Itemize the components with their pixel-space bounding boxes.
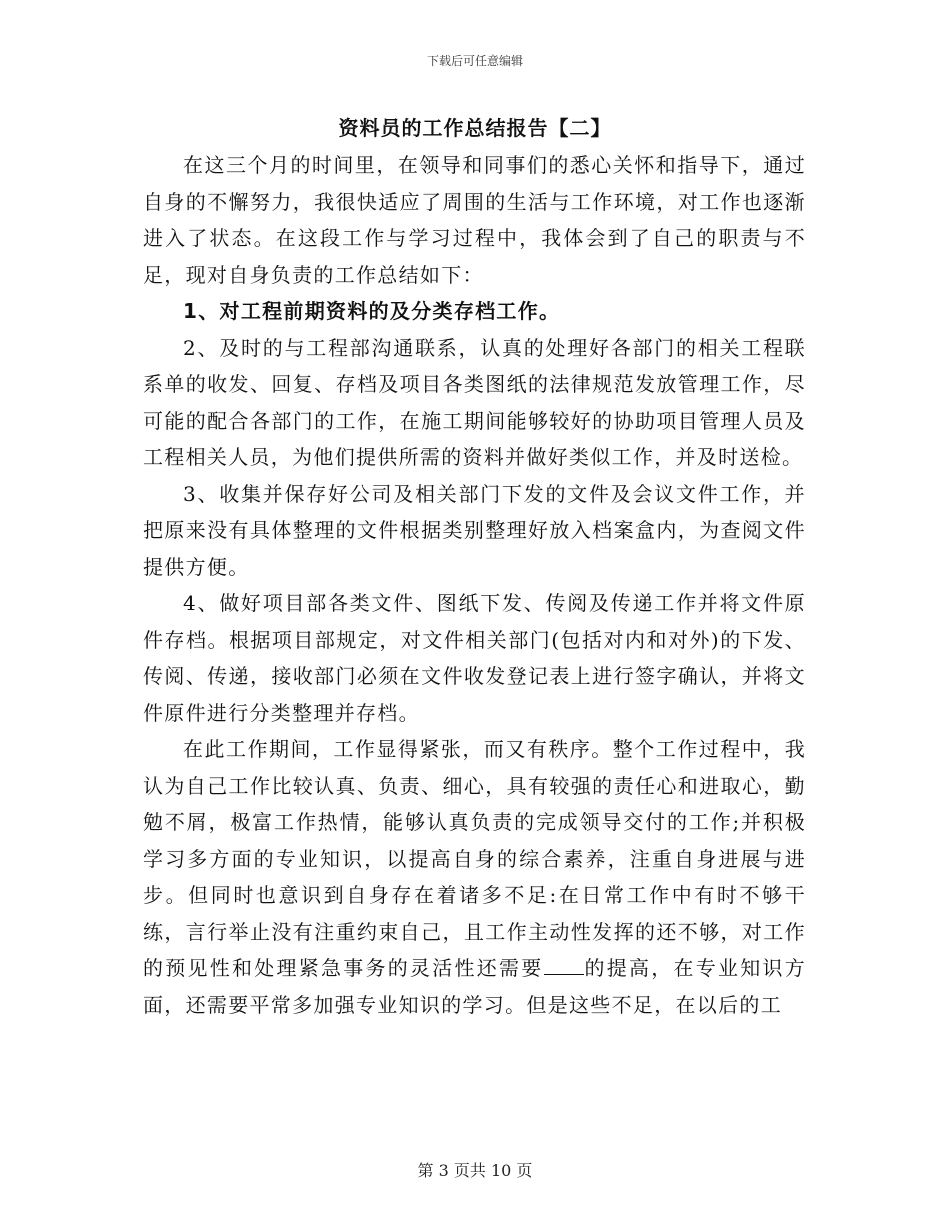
document-body	[143, 147, 806, 1023]
paragraph-item-4: 4、做好项目部各类文件、图纸下发、传阅及传递工作并将文件原件存档。根据项目部规定，对文件相关部门(包括对内和对外)的下发、传阅、传递，接收部门必须在文件收发登记表上进行签字确认，并将文件原件进行分类整理并存档。	[143, 591, 806, 725]
paragraph-intro: 在这三个月的时间里，在领导和同事们的悉心关怀和指导下，通过自身的不懈努力，我很快适应了周围的生活与工作环境，对工作也逐渐进入了状态。在这段工作与学习过程中，我体会到了自己的职责与不足，现对自身负责的工作总结如下：	[143, 153, 806, 287]
closing-text-part-1: 在此工作期间，工作显得紧张，而又有秩序。整个工作过程中，我认为自己工作比较认真、负责、细心，具有较强的责任心和进取心，勤勉不屑，极富工作热情，能够认真负责的完成领导交付的工作;并积极学习多方面的专业知识，以提高自身的综合素养，注重自身进展与进步。但同时也意识到自身存在着诸多不足:在日常工作中有时不够干练，言行举止没有注重约束自己，且工作主动性发挥的还不够，对工作的预见性和处理紧急事务的灵活性还需要	[143, 737, 806, 980]
paragraph-item-1: 1、对工程前期资料的及分类存档工作。	[183, 299, 561, 323]
paragraph-closing	[143, 731, 806, 1023]
paragraph-item-2: 2、及时的与工程部沟通联系，认真的处理好各部门的相关工程联系单的收发、回复、存档及项目各类图纸的法律规范发放管理工作，尽可能的配合各部门的工作，在施工期间能够较好的协助项目管理人员及工程相关人员，为他们提供所需的资料并做好类似工作，并及时送检。	[143, 335, 806, 469]
paragraph-item-3: 3、收集并保存好公司及相关部门下发的文件及会议文件工作，并把原来没有具体整理的文件根据类别整理好放入档案盒内，为查阅文件提供方便。	[143, 481, 806, 579]
page-number: 第 3 页共 10 页	[417, 1161, 533, 1180]
closing-text-part-2: 的提高，在专业知识方面，还需要平常多加强专业知识的学习。但是这些不足，在以后的工	[143, 956, 806, 1017]
document-title: 资料员的工作总结报告【二】	[338, 116, 612, 140]
fill-in-blank	[544, 956, 584, 975]
header-note: 下载后可任意编辑	[426, 54, 523, 68]
